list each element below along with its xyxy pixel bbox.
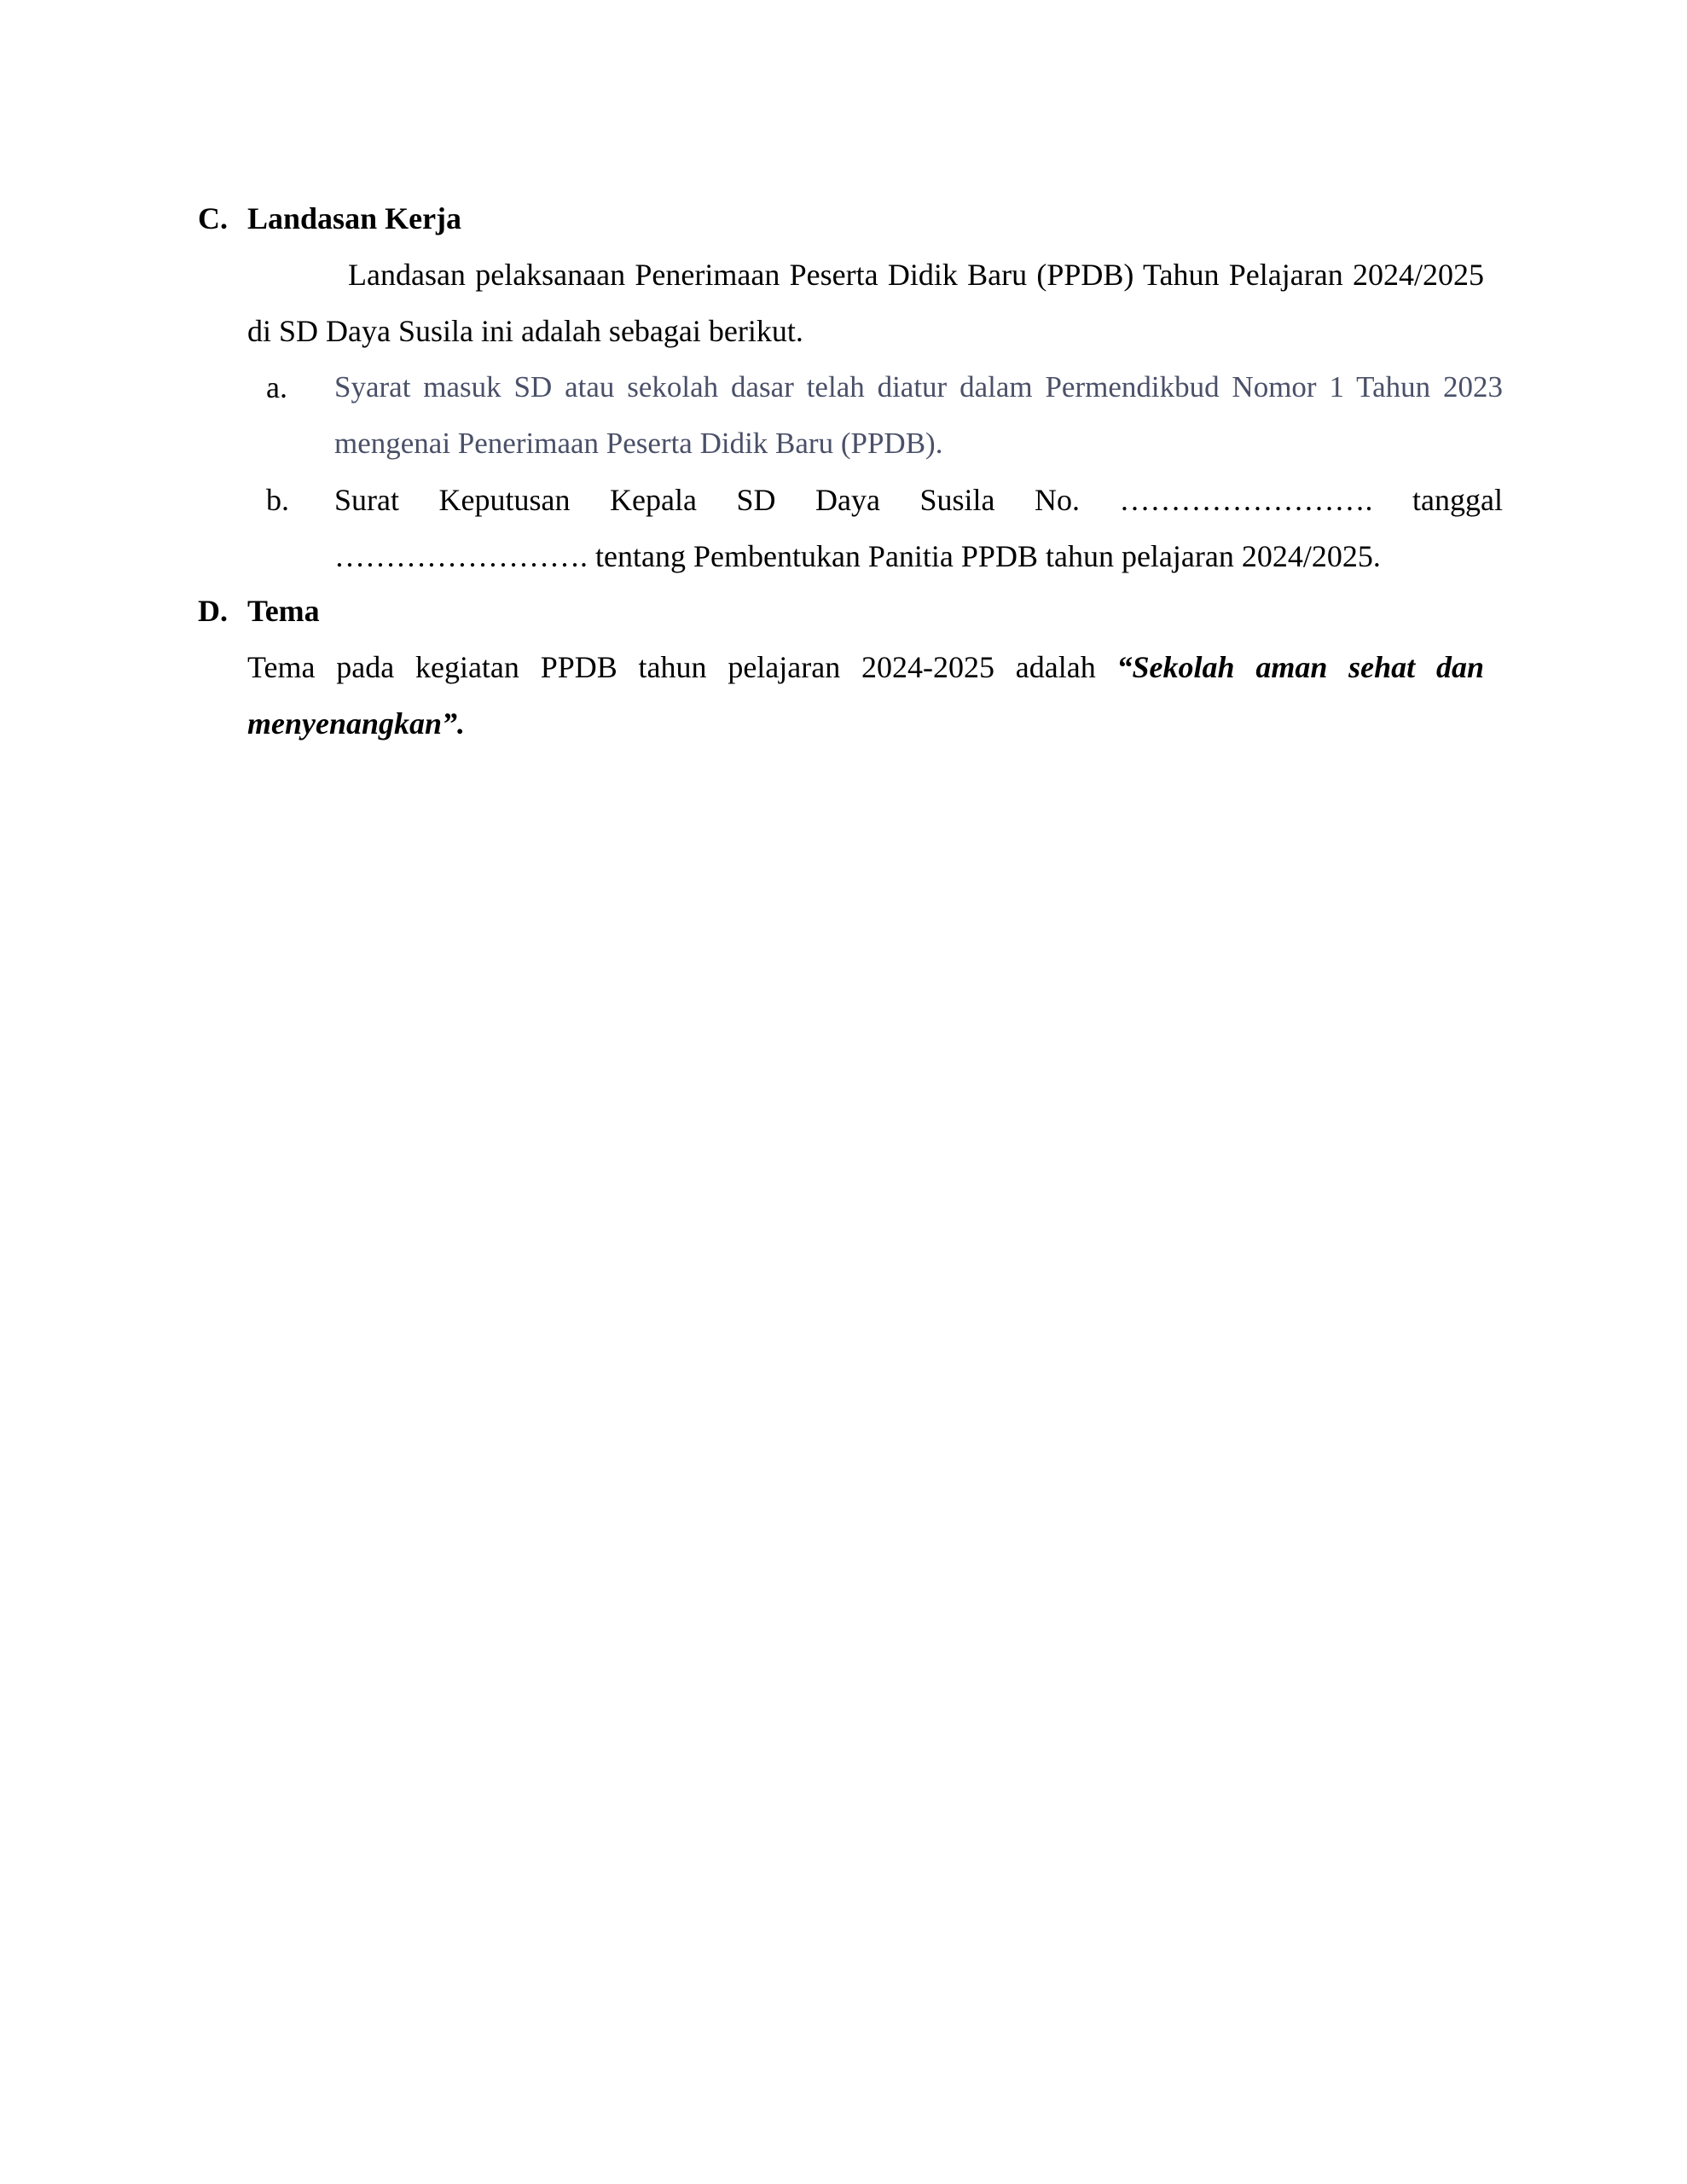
section-heading	[198, 583, 1484, 639]
section-heading	[198, 190, 1484, 247]
section-letter: C.	[198, 201, 228, 235]
section-tema	[198, 583, 1484, 752]
section-landasan-kerja	[198, 190, 1503, 584]
list-marker: a.	[266, 370, 287, 404]
intro-paragraph: Landasan pelaksanaan Penerimaan Peserta Didik Baru (PPDB) Tahun Pelajaran 2024/2025 di SD Daya Susila ini adalah sebagai berikut.	[247, 258, 1484, 348]
theme-paragraph	[247, 639, 1484, 752]
section-title: Tema	[247, 594, 320, 628]
section-title: Landasan Kerja	[247, 201, 462, 235]
list-item-b	[266, 472, 1503, 584]
list-marker: b.	[266, 483, 289, 517]
list-item-text: Surat Keputusan Kepala SD Daya Susila No. ……………………. tanggal ……………………. tentang Pembentukan Panitia PPDB tahun pelajaran 2024/2025.	[334, 483, 1503, 573]
theme-quote: “Sekolah aman sehat dan menyenangkan”.	[247, 650, 1484, 741]
theme-text: Tema pada kegiatan PPDB tahun pelajaran 2024-2025 adalah	[247, 650, 1117, 684]
list-item-a	[266, 359, 1503, 472]
section-letter: D.	[198, 594, 228, 628]
list-item-text: Syarat masuk SD atau sekolah dasar telah diatur dalam Permendikbud Nomor 1 Tahun 2023 mengenai Penerimaan Peserta Didik Baru (PPDB).	[334, 370, 1503, 460]
